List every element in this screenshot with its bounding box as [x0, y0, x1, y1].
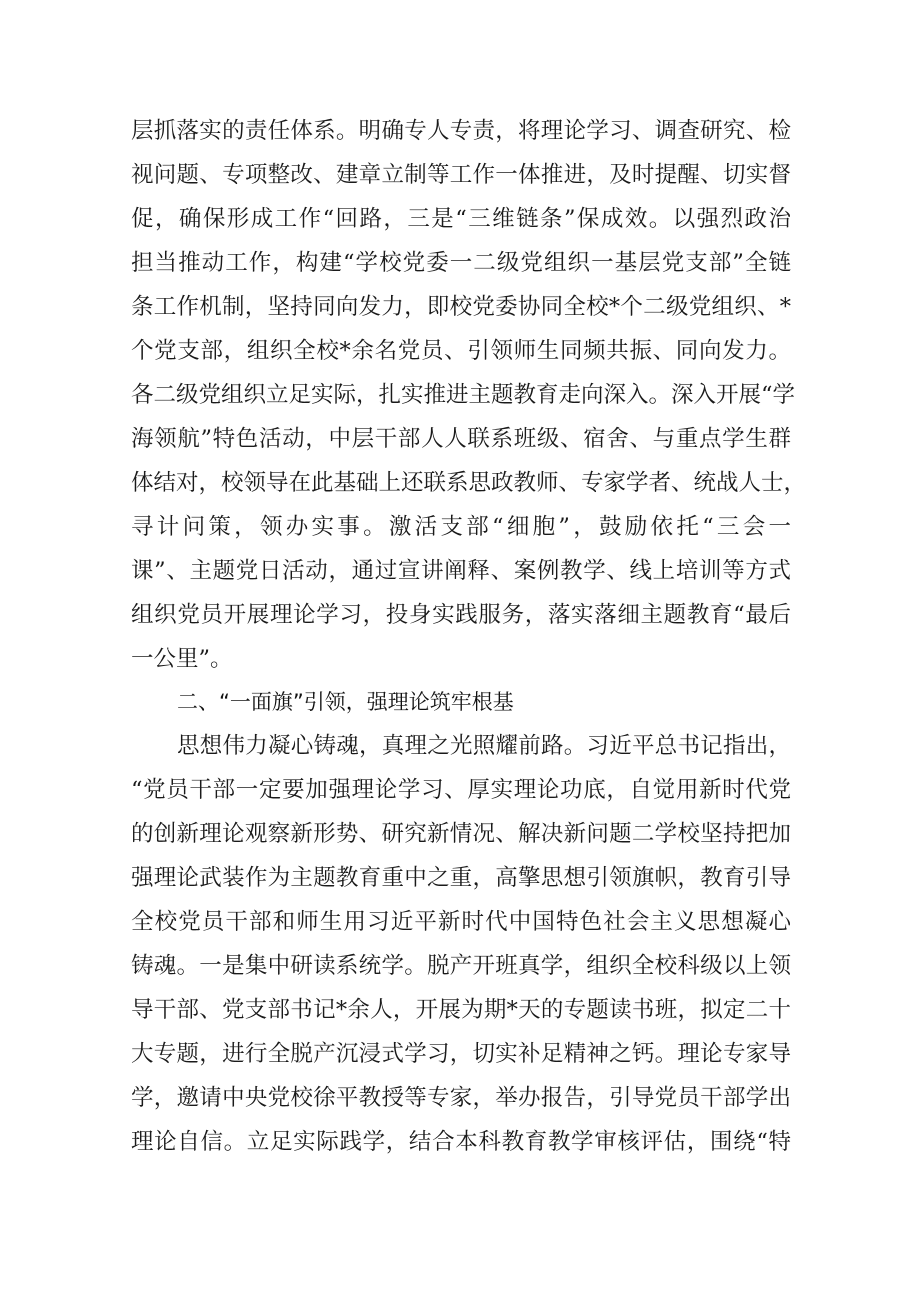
body-text-line: 促，确保形成工作“回路，三是“三维链条”保成效。以强烈政治 [131, 206, 791, 232]
section-heading: 二、“一面旗”引领，强理论筑牢根基 [177, 690, 514, 714]
body-text-line: 导干部、党支部书记*余人，开展为期*天的专题读书班，拟定二十 [131, 997, 791, 1023]
body-text-line: “党员干部一定要加强理论学习、厚实理论功底，自觉用新时代党 [131, 777, 791, 803]
body-text-line: 组织党员开展理论学习，投身实践服务，落实落细主题教育“最后 [131, 602, 791, 628]
body-text-line: 学，邀请中央党校徐平教授等专家，举办报告，引导党员干部学出 [131, 1085, 791, 1111]
body-text-line: 视问题、专项整改、建章立制等工作一体推进，及时提醒、切实督 [131, 162, 791, 188]
body-text-line: 铸魂。一是集中研读系统学。脱产开班真学，组织全校科级以上领 [131, 953, 791, 979]
body-text-line: 条工作机制，坚持同向发力，即校党委协同全校*个二级党组织、* [131, 294, 791, 320]
body-text-line: 体结对，校领导在此基础上还联系思政教师、专家学者、统战人士， [131, 470, 807, 496]
body-text-line: 全校党员干部和师生用习近平新时代中国特色社会主义思想凝心 [131, 909, 791, 935]
body-text-line: 层抓落实的责任体系。明确专人专责，将理论学习、调查研究、检 [131, 118, 791, 144]
body-text-line: 海领航”特色活动，中层干部人人联系班级、宿舍、与重点学生群 [131, 426, 791, 452]
body-text-line: 课”、主题党日活动，通过宣讲阐释、案例教学、线上培训等方式 [131, 558, 791, 584]
body-text-line: 理论自信。立足实际践学，结合本科教育教学审核评估，围绕“特 [131, 1129, 791, 1155]
body-text-line: 的创新理论观察新形势、研究新情况、解决新问题二学校坚持把加 [131, 821, 791, 847]
body-text-line: 担当推动工作，构建“学校党委一二级党组织一基层党支部”全链 [131, 250, 791, 276]
body-text-line: 各二级党组织立足实际，扎实推进主题教育走向深入。深入开展“学 [131, 382, 796, 408]
body-text-line: 个党支部，组织全校*余名党员、引领师生同频共振、同向发力。 [131, 338, 791, 364]
body-text-line: 大专题，进行全脱产沉浸式学习，切实补足精神之钙。理论专家导 [131, 1041, 791, 1067]
body-text-line: 寻计问策，领办实事。激活支部“细胞”，鼓励依托“三会一 [131, 514, 791, 540]
body-text-line: 思想伟力凝心铸魂，真理之光照耀前路。习近平总书记指出， [177, 733, 791, 759]
body-text-line: 强理论武装作为主题教育重中之重，高擎思想引领旗帜，教育引导 [131, 865, 791, 891]
body-text-line: 一公里”。 [131, 646, 233, 672]
